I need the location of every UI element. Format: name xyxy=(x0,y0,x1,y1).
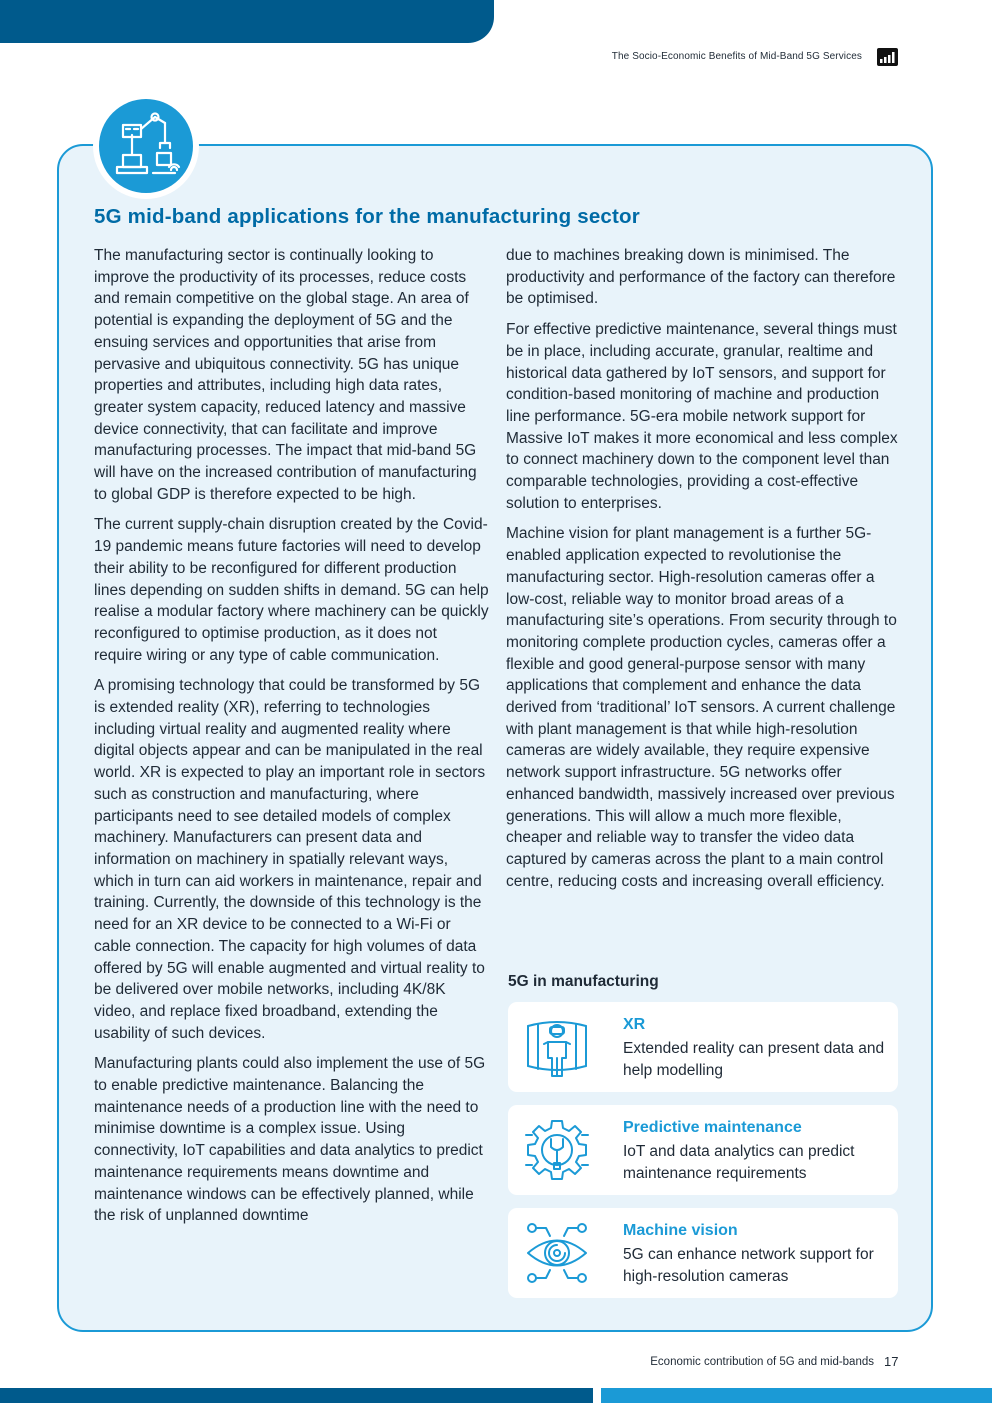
right-column xyxy=(506,245,898,901)
card-title: XR xyxy=(623,1016,646,1033)
panel-title: 5G mid-band applications for the manufacturing sector xyxy=(94,205,640,228)
card-xr xyxy=(508,1002,898,1092)
paragraph: The current supply-chain disruption created by the Covid-19 pandemic means future factories will need to develop their ability to be reconfigured for different production lines depending on sudden shifts in demand. 5G can help realise a modular factory where machinery can be quickly reconfigured to optimise production, as it does not require wiring or any type of cable communication. xyxy=(94,516,489,664)
eye-circuit-icon xyxy=(524,1220,590,1286)
card-machine-vision xyxy=(508,1208,898,1298)
gear-wrench-icon xyxy=(524,1117,590,1183)
bottom-decor-bar-left xyxy=(0,1388,593,1403)
paragraph: A promising technology that could be transformed by 5G is extended reality (XR), referring to technologies including virtual reality and augmented reality where digital objects appear and can be manipulated in the real world. XR is expected to play an important role in sectors such as construction and manufacturing, where participants need to see detailed models of complex machinery. Manufacturers can present data and information on machinery in spatially relevant ways, which in turn can aid workers in maintenance, repair and training. Currently, the downside of this technology is the need for an XR device to be connected to a Wi-Fi or cable connection. The capacity for high volumes of data offered by 5G will enable augmented and virtual reality to be delivered over mobile networks, including 4K/8K video, and replace fixed broadband, extending the usability of such devices. xyxy=(94,677,486,1042)
paragraph: The manufacturing sector is continually looking to improve the productivity of its processes, reduce costs and remain competitive on the global stage. An area of potential is expanding the deployment of 5G and the ensuing services and opportunities that arise from pervasive and ubiquitous connectivity. 5G has unique properties and attributes, including high data rates, greater system capacity, reduced latency and massive device connectivity, that can facilitate and improve manufacturing processes. The impact that mid-band 5G will have on the increased contribution of manufacturing to global GDP is therefore expected to be high. xyxy=(94,247,477,503)
paragraph: For effective predictive maintenance, several things must be in place, including accurate, granular, realtime and historical data gathered by IoT sensors, and support for condition-based monitoring of machine and production line performance. 5G-era mobile network support for Massive IoT makes it more economical and less complex to connect machinery down to the component level than comparable technologies, providing a cost-effective solution to enterprises. xyxy=(506,321,898,512)
card-text: Extended reality can present data and help modelling xyxy=(623,1040,885,1079)
paragraph: due to machines breaking down is minimised. The productivity and performance of the factory can therefore be optimised. xyxy=(506,247,896,308)
robot-arm-icon xyxy=(93,93,199,199)
operator-logo-icon xyxy=(877,48,898,66)
left-column xyxy=(94,245,489,1236)
cards-heading: 5G in manufacturing xyxy=(508,973,659,990)
bottom-decor-bar-right xyxy=(601,1388,992,1403)
header-title: The Socio-Economic Benefits of Mid-Band 5G Services xyxy=(611,51,862,62)
card-predictive-maintenance xyxy=(508,1105,898,1195)
page-number: 17 xyxy=(884,1354,899,1369)
paragraph: Machine vision for plant management is a further 5G-enabled application expected to revolutionise the manufacturing sector. High-resolution cameras offer a low-cost, reliable way to monitor broad areas of a manufacturing site’s operations. From security through to monitoring complete production cycles, cameras offer a flexible and good general-purpose sensor with many applications that complement and enhance the data derived from ‘traditional’ IoT sensors. A current challenge with plant management is that while high-resolution cameras are widely available, they require expensive network support infrastructure. 5G networks offer enhanced bandwidth, massively increased over previous generations. This will allow a much more flexible, cheaper and reliable way to transfer the video data captured by cameras across the plant to a main control centre, reducing costs and increasing overall efficiency. xyxy=(506,525,897,890)
card-text: 5G can enhance network support for high-resolution cameras xyxy=(623,1246,874,1285)
card-title: Machine vision xyxy=(623,1222,738,1239)
card-text: IoT and data analytics can predict maintenance requirements xyxy=(623,1143,855,1182)
xr-headset-person-icon xyxy=(524,1014,590,1080)
top-decor-bar xyxy=(0,0,494,43)
paragraph: Manufacturing plants could also implement the use of 5G to enable predictive maintenance. Balancing the maintenance needs of a production line with the need to minimise downtime is a complex issue. Using connectivity, IoT capabilities and data analytics to predict maintenance requirements means downtime and maintenance windows can be effectively planned, while the risk of unplanned downtime xyxy=(94,1055,486,1225)
card-title: Predictive maintenance xyxy=(623,1119,802,1136)
footer-text: Economic contribution of 5G and mid-bands xyxy=(650,1356,874,1368)
